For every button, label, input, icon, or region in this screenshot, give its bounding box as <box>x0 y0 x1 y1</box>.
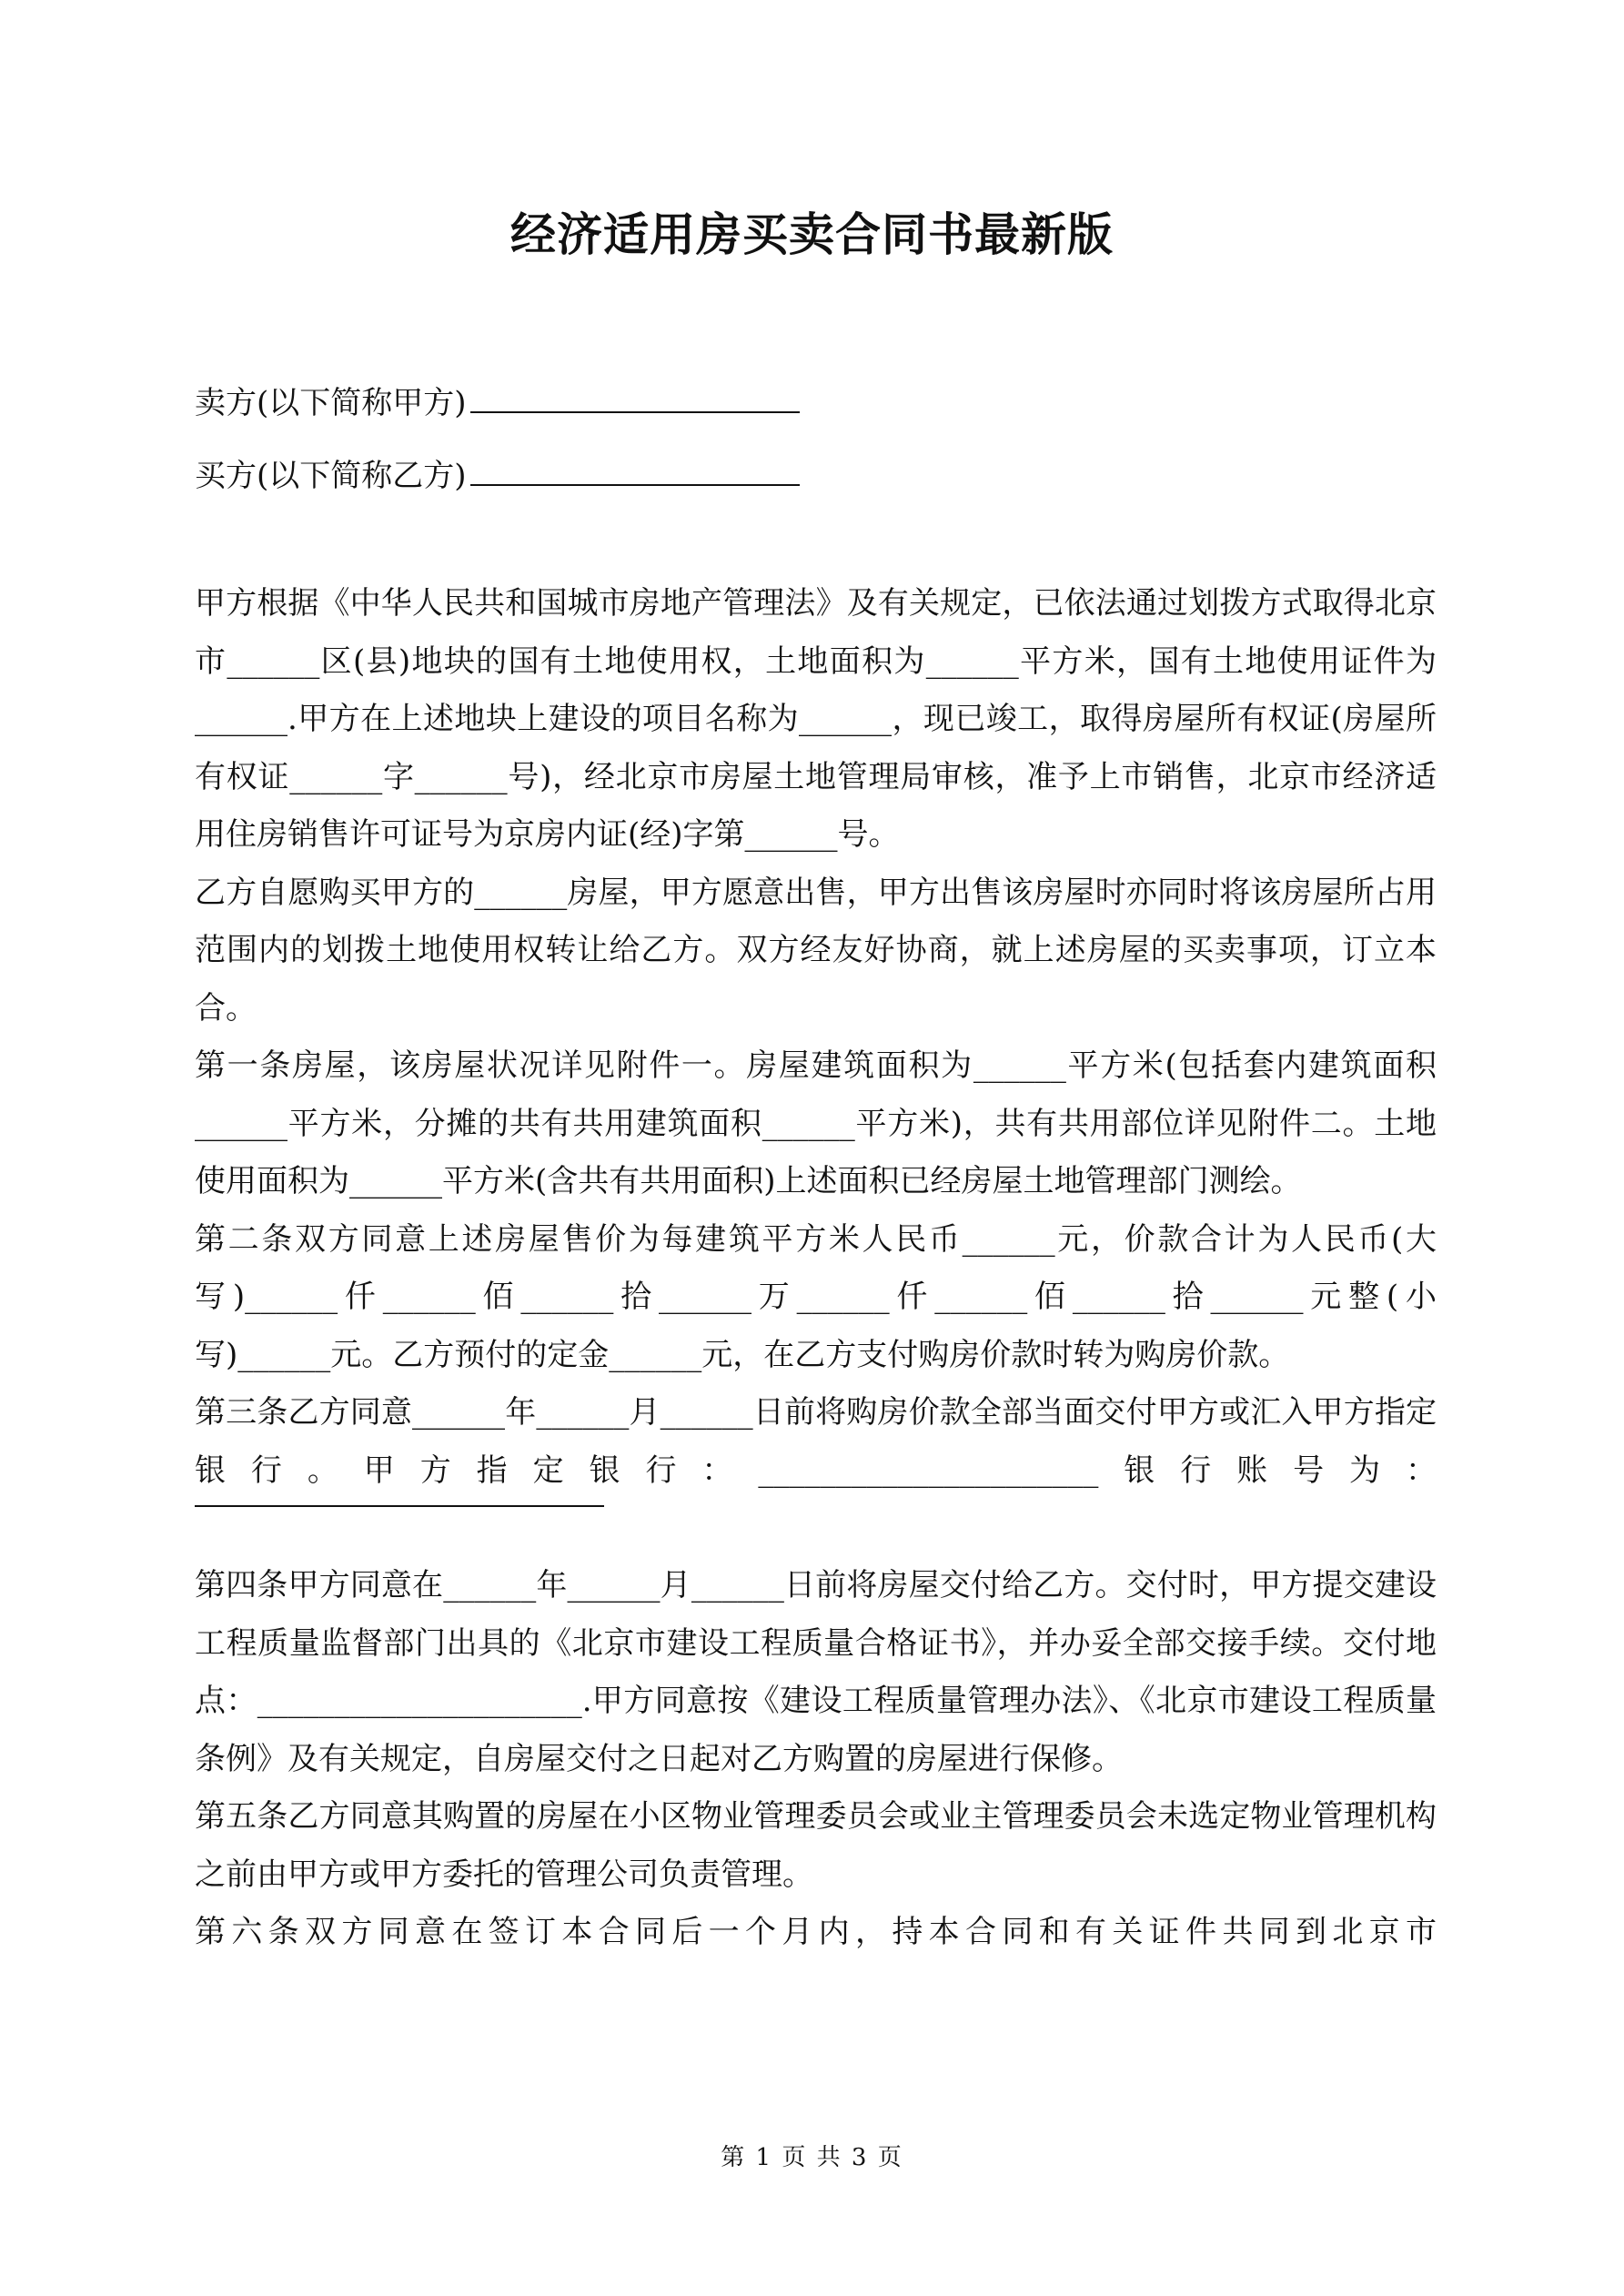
buyer-label: 买方(以下简称乙方) <box>195 458 467 494</box>
seller-label: 卖方(以下简称甲方) <box>195 385 467 421</box>
paragraph-article-3: 第三条乙方同意______年______月______日前将购房价款全部当面交付甲方或汇入甲方指定银行。甲方指定银行：______________________银行账号为： <box>195 1394 1437 1489</box>
seller-line <box>195 384 800 421</box>
paragraph-article-6: 第六条双方同意在签订本合同后一个月内，持本合同和有关证件共同到北京市 <box>195 1914 1437 1950</box>
contract-body <box>195 575 1437 1962</box>
seller-blank <box>470 384 800 413</box>
buyer-blank <box>470 457 800 486</box>
paragraph-intent: 乙方自愿购买甲方的______房屋，甲方愿意出售，甲方出售该房屋时亦同时将该房屋所占用范围内的划拨土地使用权转让给乙方。双方经友好协商，就上述房屋的买卖事项，订立本合。 <box>195 874 1437 1027</box>
account-number-blank <box>195 1505 604 1507</box>
paragraph-article-5: 第五条乙方同意其购置的房屋在小区物业管理委员会或业主管理委员会未选定物业管理机构之前由甲方或甲方委托的管理公司负责管理。 <box>195 1798 1437 1893</box>
paragraph-preamble: 甲方根据《中华人民共和国城市房地产管理法》及有关规定，已依法通过划拨方式取得北京市______区(县)地块的国有土地使用权，土地面积为______平方米，国有土地使用证件为______.甲方在上述地块上建设的项目名称为______，现已竣工，取得房屋所有权证(房屋所有权证______字______号)，经北京市房屋土地管理局审核，准予上市销售，北京市经济适用住房销售许可证号为京房内证(经)字第______号。 <box>195 585 1437 853</box>
paragraph-article-4: 第四条甲方同意在______年______月______日前将房屋交付给乙方。交付时，甲方提交建设工程质量监督部门出具的《北京市建设工程质量合格证书》，并办妥全部交接手续。交付地点：_____________________.甲方同意按《建设工程质量管理办法》、《北京市建设工程质量条例》及有关规定，自房屋交付之日起对乙方购置的房屋进行保修。 <box>195 1567 1437 1777</box>
page-number-footer: 第 1 页 共 3 页 <box>721 2144 903 2171</box>
paragraph-article-2: 第二条双方同意上述房屋售价为每建筑平方米人民币______元，价款合计为人民币(大写)______仟______佰______拾______万______仟______佰______拾______元整(小写)______元。乙方预付的定金______元，在乙方支付购房价款时转为购房价款。 <box>195 1220 1437 1373</box>
buyer-line <box>195 457 800 494</box>
document-title: 经济适用房买卖合同书最新版 <box>510 207 1114 261</box>
paragraph-article-1: 第一条房屋，该房屋状况详见附件一。房屋建筑面积为______平方米(包括套内建筑面积______平方米，分摊的共有共用建筑面积______平方米)，共有共用部位详见附件二。土地使用面积为______平方米(含共有共用面积)上述面积已经房屋土地管理部门测绘。 <box>195 1047 1437 1199</box>
